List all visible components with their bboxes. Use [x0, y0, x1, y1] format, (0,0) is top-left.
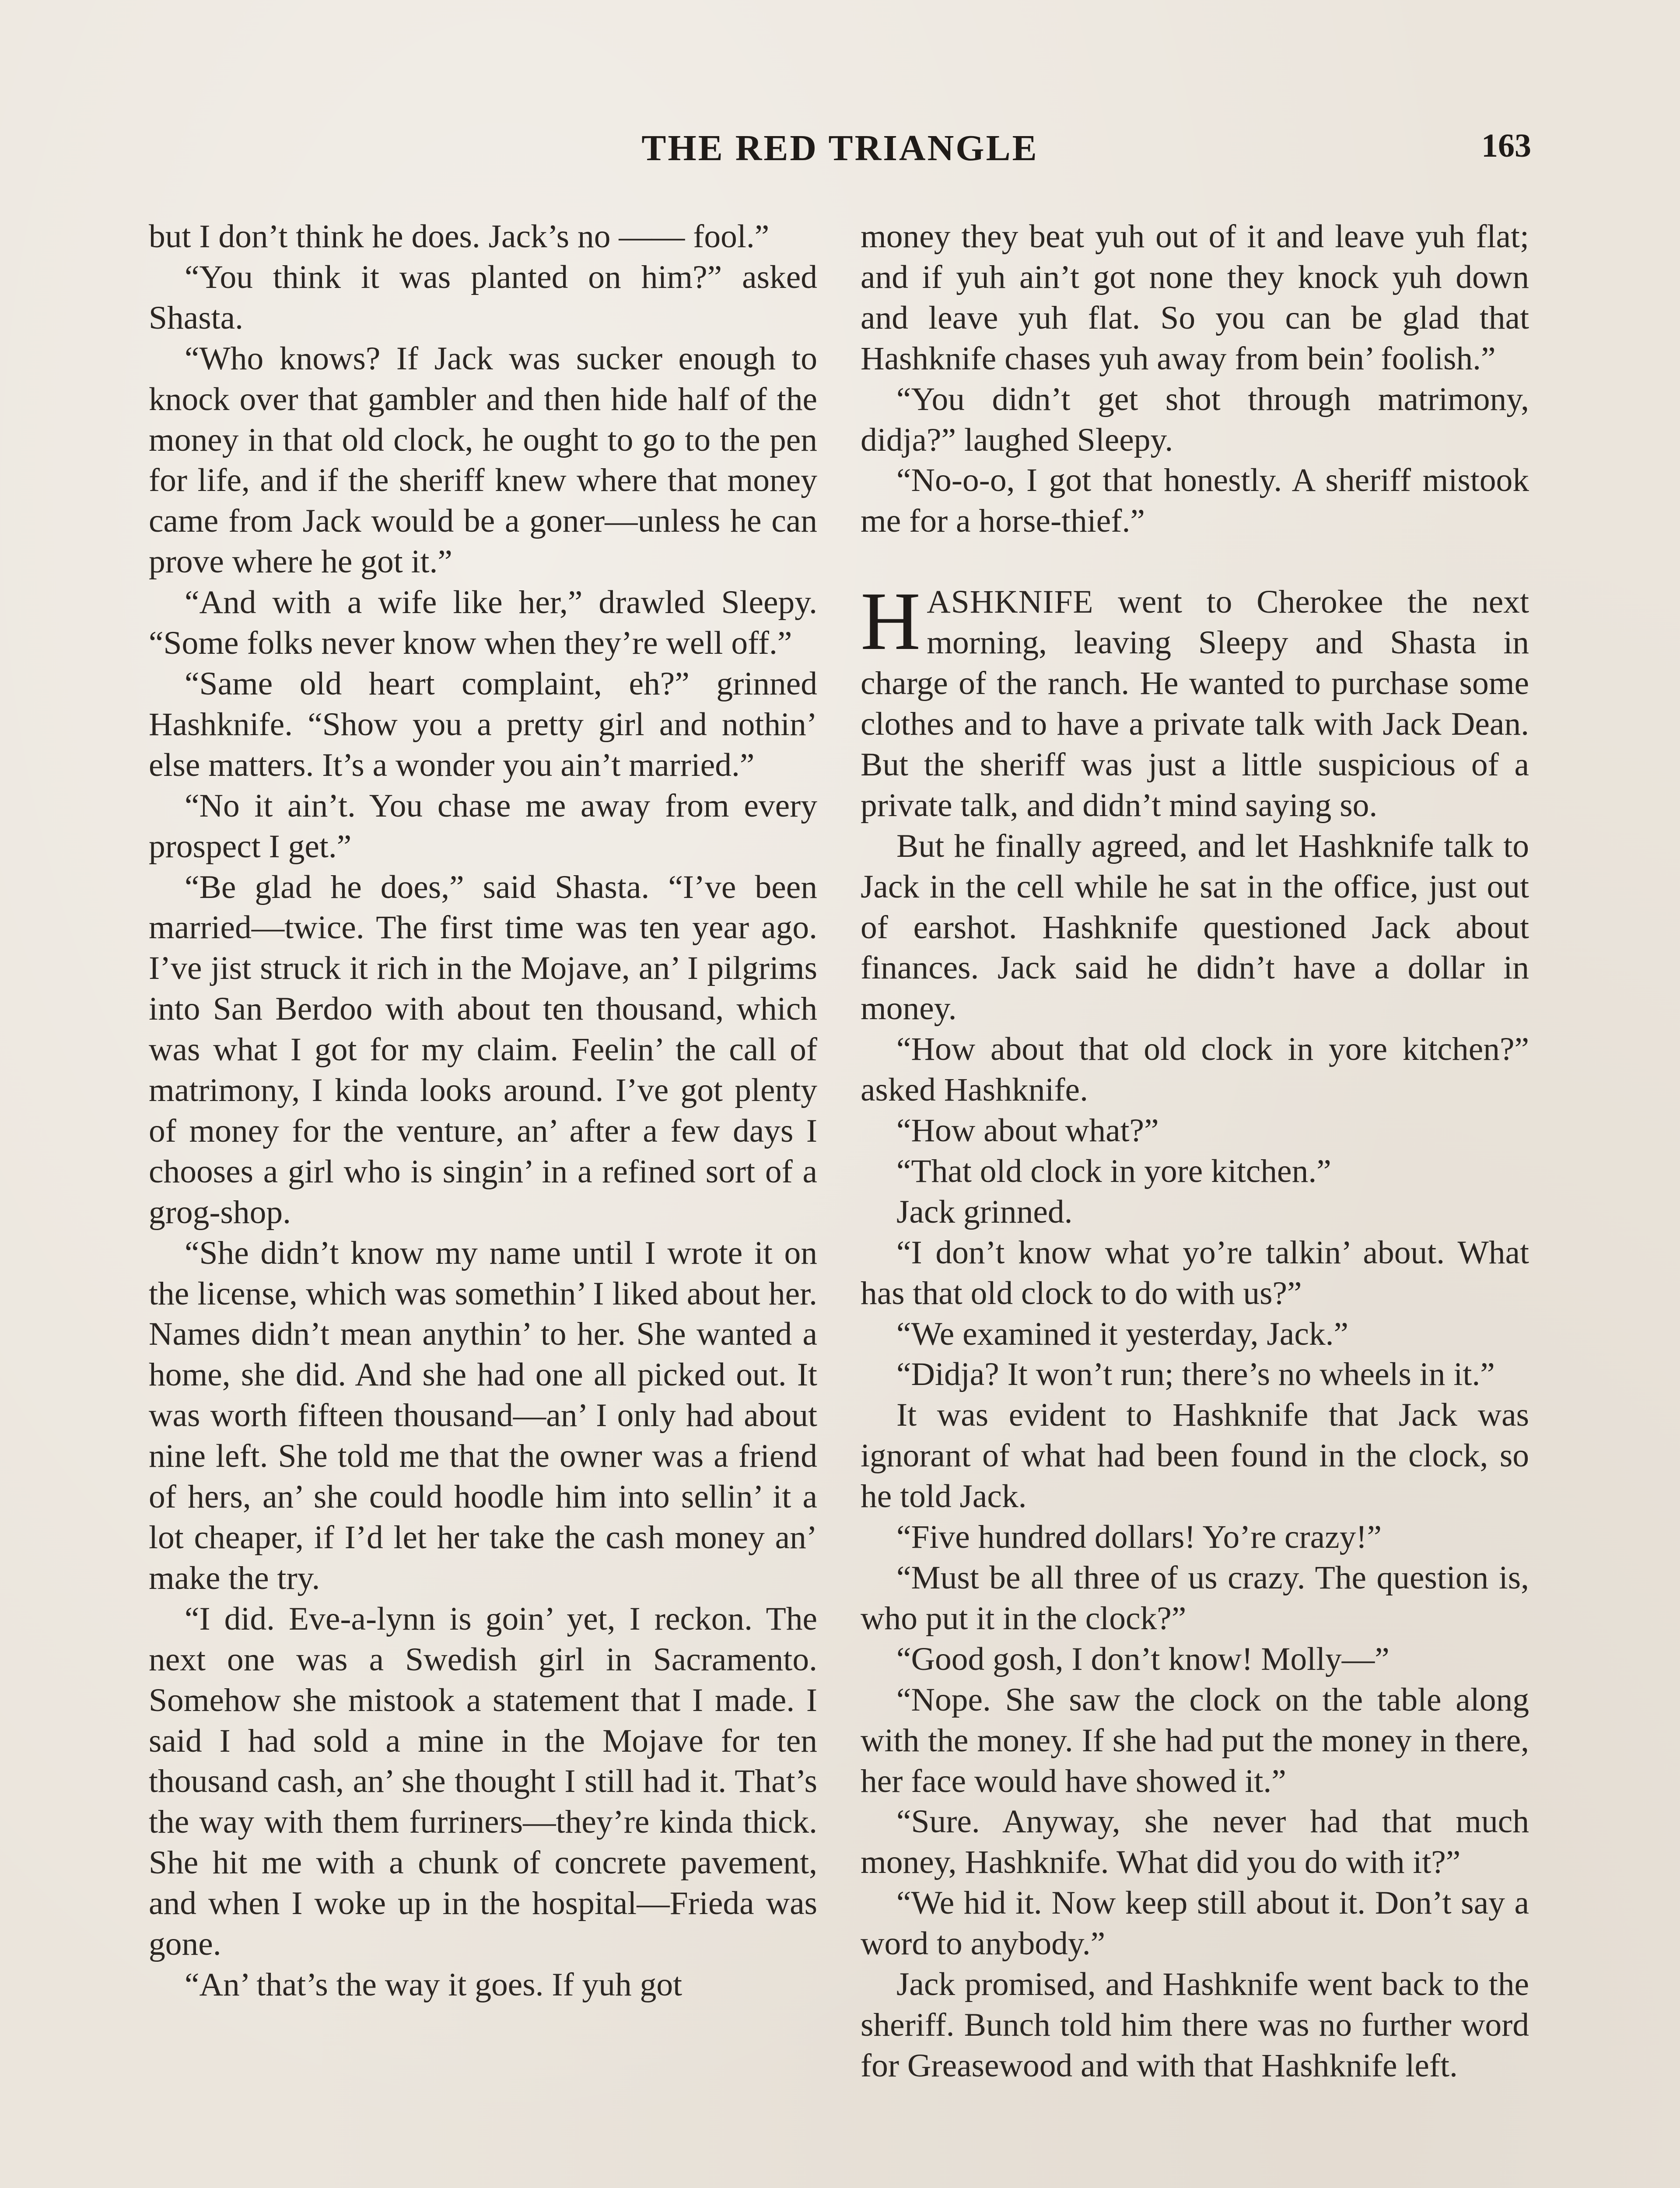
- paragraph-text: “That old clock in yore kitchen.”: [896, 1153, 1331, 1189]
- paragraph-text: “Sure. Anyway, she never had that much money, Hashknife. What did you do with it?”: [861, 1803, 1529, 1881]
- paragraph-text: “No it ain’t. You chase me away from every prospect I get.”: [149, 787, 817, 865]
- paragraph-text: It was evident to Hashknife that Jack was ignorant of what had been found in the clock, so he told Jack.: [861, 1397, 1529, 1515]
- paragraph: [861, 575, 1529, 826]
- paragraph-text: “You think it was planted on him?” asked Shasta.: [149, 259, 817, 336]
- paragraph-text: Jack grinned.: [896, 1193, 1073, 1230]
- paragraph-text: “Be glad he does,” said Shasta. “I’ve been married—twice. The first time was ten year ago. I’ve jist struck it rich in the Mojave, an’ I pilgrims into San Berdoo with about ten thousand, which was what I got for my claim. Feelin’ the call of matrimony, I kinda looks around. I’ve got plenty of money for the venture, an’ after a few days I chooses a girl who is singin’ in a refined sort of a grog-shop.: [149, 869, 817, 1231]
- paragraph: [861, 1192, 1529, 1233]
- running-head: [149, 127, 1531, 175]
- paragraph-text: “I don’t know what yo’re talkin’ about. What has that old clock to do with us?”: [861, 1234, 1529, 1311]
- paragraph: [861, 460, 1529, 542]
- paragraph-text: “Who knows? If Jack was sucker enough to knock over that gambler and then hide half of the money in that old clock, he ought to go to the pen for life, and if the sheriff knew where that money came from Jack would be a goner—unless he can prove where he got it.”: [149, 340, 817, 580]
- paragraph: [861, 1883, 1529, 1964]
- paragraph-text: “She didn’t know my name until I wrote it on the license, which was somethin’ I liked about her. Names didn’t mean anythin’ to her. She wanted a home, she did. And she had one all picked out. It was worth fifteen thousand—an’ I only had about nine left. She told me that the owner was a friend of hers, an’ she could hoodle him into sellin’ it a lot cheaper, if I’d let her take the cash money an’ make the try.: [149, 1234, 817, 1596]
- paragraph-text: “How about that old clock in yore kitchen?” asked Hashknife.: [861, 1031, 1529, 1108]
- paragraph: [861, 1314, 1529, 1355]
- left-column: [149, 217, 817, 2006]
- paragraph-text: “No-o-o, I got that honestly. A sheriff mistook me for a horse-thief.”: [861, 462, 1529, 540]
- paragraph-text: “Good gosh, I don’t know! Molly—”: [896, 1641, 1390, 1677]
- paragraph: [149, 867, 817, 1233]
- paragraph: [861, 1680, 1529, 1802]
- paragraph-text: “And with a wife like her,” drawled Sleepy. “Some folks never know when they’re well off.”: [149, 584, 817, 662]
- paragraph: [149, 664, 817, 786]
- paragraph-text: “I did. Eve-a-lynn is goin’ yet, I reckon. The next one was a Swedish girl in Sacramento. Somehow she mistook a statement that I made. I said I had sold a mine in the Mojave for ten thousand cash, an’ she thought I still had it. That’s the way with them furriners—they’re kinda thick. She hit me with a chunk of concrete pavement, and when I woke up in the hospital—Frieda was gone.: [149, 1600, 817, 1963]
- paragraph-text: “How about what?”: [896, 1112, 1159, 1149]
- paragraph: [861, 217, 1529, 379]
- paragraph-text: “Must be all three of us crazy. The question is, who put it in the clock?”: [861, 1560, 1529, 1637]
- paragraph: [861, 1802, 1529, 1883]
- paragraph: [861, 1639, 1529, 1680]
- paragraph-text: But he finally agreed, and let Hashknife talk to Jack in the cell while he sat in the office, just out of earshot. Hashknife questioned Jack about finances. Jack said he didn’t have a dollar in money.: [861, 828, 1529, 1027]
- paragraph: [861, 1111, 1529, 1151]
- lead-in-caps: ASHKNIFE: [927, 584, 1094, 621]
- paragraph: [861, 1517, 1529, 1558]
- paragraph-text: “We hid it. Now keep still about it. Don’t say a word to anybody.”: [861, 1885, 1529, 1962]
- paragraph: [149, 1599, 817, 1965]
- paragraph: [149, 217, 817, 257]
- paragraph-text: money they beat yuh out of it and leave yuh flat; and if yuh ain’t got none they knock yuh down and leave yuh flat. So you can be glad that Hashknife chases yuh away from bein’ foolish.”: [861, 218, 1529, 377]
- paragraph: [149, 339, 817, 582]
- paragraph-text: “An’ that’s the way it goes. If yuh got: [185, 1966, 682, 2003]
- paragraph: [861, 1558, 1529, 1639]
- paragraph: [861, 826, 1529, 1030]
- paragraph-text: “Didja? It won’t run; there’s no wheels in it.”: [896, 1356, 1495, 1393]
- paragraph-text: Jack promised, and Hashknife went back to the sheriff. Bunch told him there was no further word for Greasewood and with that Hashknife left.: [861, 1966, 1529, 2084]
- paragraph: [861, 1395, 1529, 1517]
- paragraph-text: “We examined it yesterday, Jack.”: [896, 1315, 1348, 1352]
- paragraph-text: but I don’t think he does. Jack’s no —— fool.”: [149, 218, 770, 255]
- paragraph-text: “Five hundred dollars! Yo’re crazy!”: [896, 1519, 1382, 1556]
- paragraph: [861, 1964, 1529, 2086]
- paragraph: [149, 786, 817, 867]
- paragraph: [149, 1233, 817, 1599]
- paragraph-text: “You didn’t get shot through matrimony, didja?” laughed Sleepy.: [861, 381, 1529, 458]
- drop-cap: H: [861, 575, 921, 668]
- running-title: THE RED TRIANGLE: [641, 128, 1039, 168]
- paragraph: [861, 1151, 1529, 1192]
- paragraph-text: “Nope. She saw the clock on the table along with the money. If she had put the money in there, her face would have showed it.”: [861, 1681, 1529, 1799]
- paragraph-text: went to Cherokee the next morning, leaving Sleepy and Shasta in charge of the ranch. He wanted to purchase some clothes and to have a private talk with Jack Dean. But the sheriff was just a little suspicious of a private talk, and didn’t mind saying so.: [861, 584, 1529, 824]
- paragraph: [861, 1029, 1529, 1111]
- paragraph-text: “Same old heart complaint, eh?” grinned Hashknife. “Show you a pretty girl and nothin’ else matters. It’s a wonder you ain’t married.”: [149, 665, 817, 783]
- paragraph: [861, 379, 1529, 461]
- paragraph: [861, 1354, 1529, 1395]
- paragraph: [149, 1965, 817, 2006]
- page-number: 163: [1481, 127, 1531, 164]
- paragraph: [149, 582, 817, 664]
- paragraph: [861, 1233, 1529, 1314]
- paragraph: [149, 257, 817, 339]
- right-column: [861, 217, 1529, 2086]
